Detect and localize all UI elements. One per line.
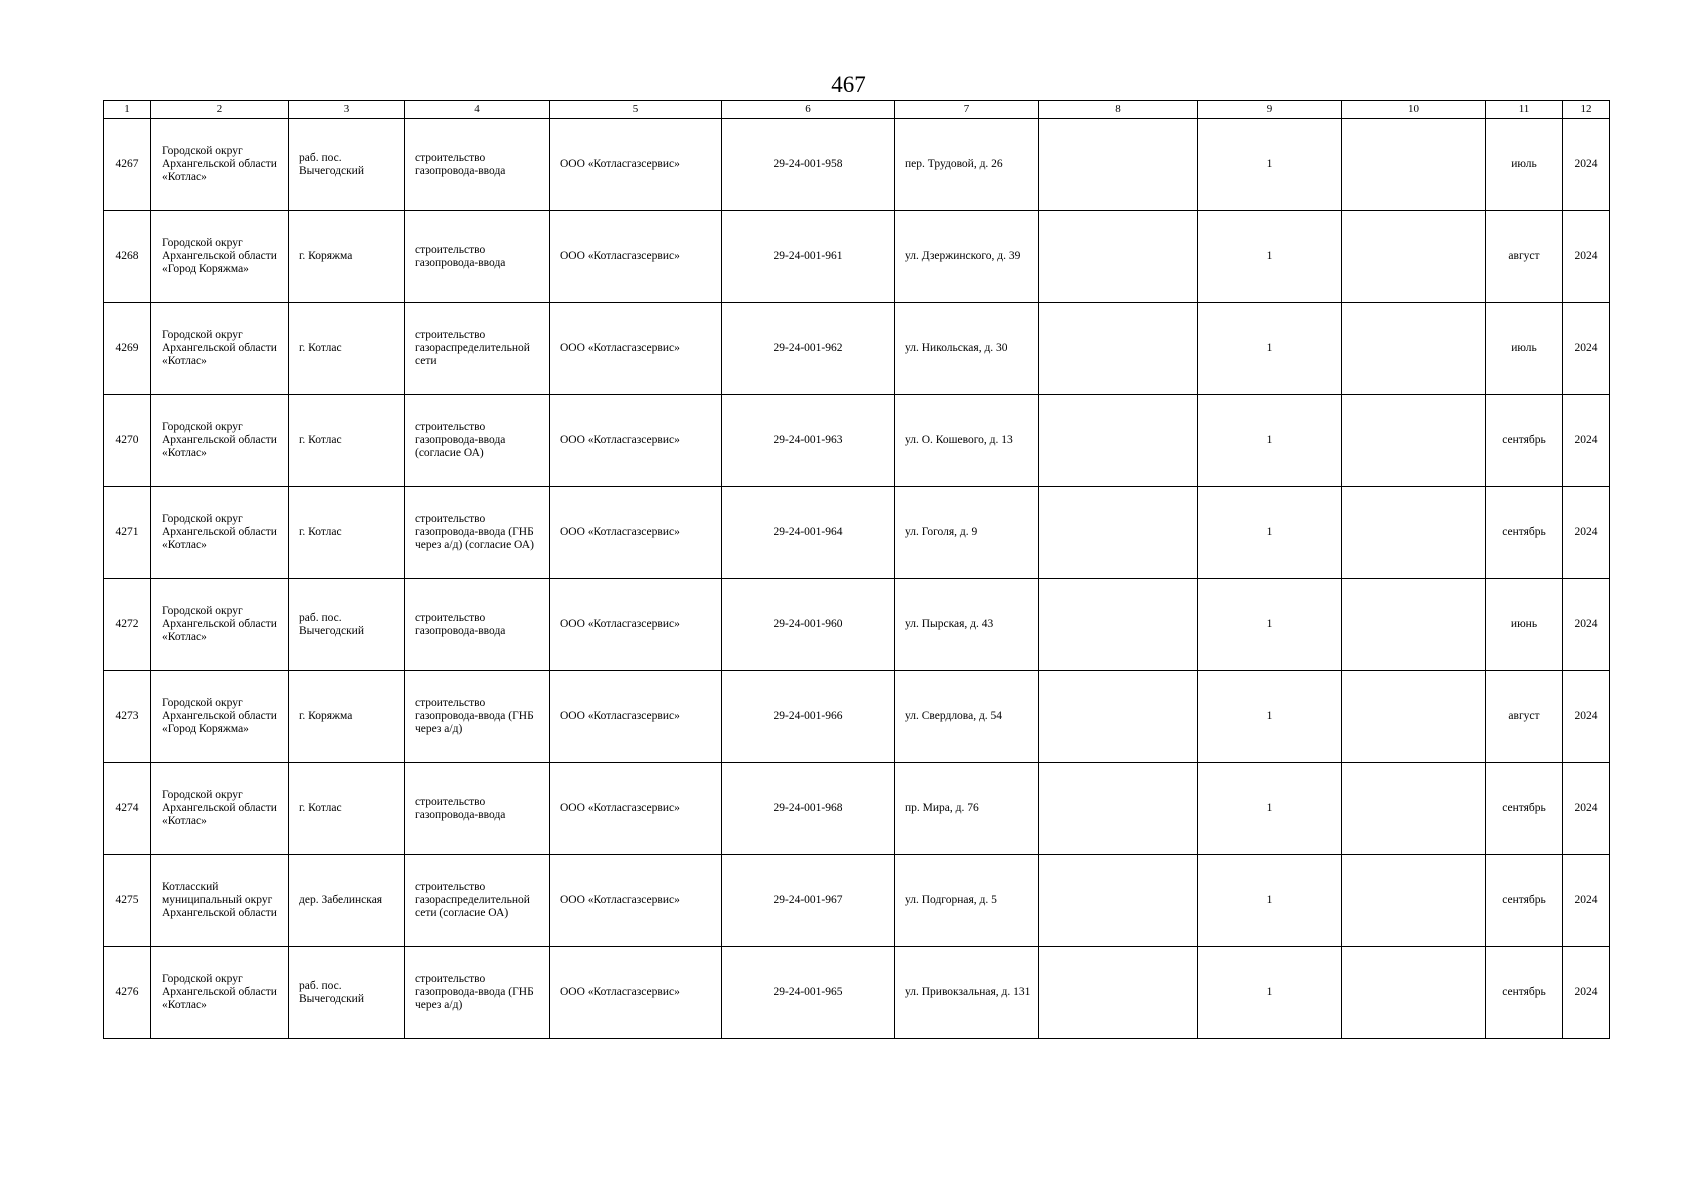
cell-settlement: дер. Забелинская [289, 855, 405, 947]
column-header: 11 [1486, 101, 1563, 119]
cell-district: Городской округ Архангельской области «Котлас» [151, 303, 289, 395]
table-row [104, 763, 1610, 855]
cell-month: август [1486, 211, 1563, 303]
cell-year: 2024 [1563, 579, 1610, 671]
cell-object-code: 29-24-001-966 [722, 671, 895, 763]
cell-col10 [1342, 303, 1486, 395]
cell-year: 2024 [1563, 763, 1610, 855]
cell-work-type: строительство газопровода-ввода [405, 119, 550, 211]
cell-object-code: 29-24-001-964 [722, 487, 895, 579]
cell-quantity: 1 [1198, 303, 1342, 395]
cell-col8 [1039, 303, 1198, 395]
cell-quantity: 1 [1198, 763, 1342, 855]
column-header: 9 [1198, 101, 1342, 119]
cell-month: сентябрь [1486, 487, 1563, 579]
cell-year: 2024 [1563, 947, 1610, 1039]
cell-month: июль [1486, 119, 1563, 211]
cell-settlement: г. Котлас [289, 303, 405, 395]
cell-month: июнь [1486, 579, 1563, 671]
cell-col10 [1342, 119, 1486, 211]
column-header: 12 [1563, 101, 1610, 119]
cell-month: сентябрь [1486, 947, 1563, 1039]
column-header: 3 [289, 101, 405, 119]
cell-object-code: 29-24-001-967 [722, 855, 895, 947]
cell-work-type: строительство газопровода-ввода (ГНБ через а/д) [405, 671, 550, 763]
column-number-row [104, 101, 1610, 119]
cell-organization: ООО «Котласгазсервис» [550, 487, 722, 579]
column-header: 4 [405, 101, 550, 119]
cell-col8 [1039, 855, 1198, 947]
cell-settlement: г. Коряжма [289, 211, 405, 303]
cell-settlement: г. Котлас [289, 395, 405, 487]
cell-district: Городской округ Архангельской области «Котлас» [151, 579, 289, 671]
table-row [104, 119, 1610, 211]
cell-organization: ООО «Котласгазсервис» [550, 947, 722, 1039]
cell-row-number: 4268 [104, 211, 151, 303]
column-header: 2 [151, 101, 289, 119]
cell-object-code: 29-24-001-958 [722, 119, 895, 211]
cell-district: Городской округ Архангельской области «Город Коряжма» [151, 211, 289, 303]
cell-row-number: 4269 [104, 303, 151, 395]
cell-object-code: 29-24-001-960 [722, 579, 895, 671]
table-row [104, 487, 1610, 579]
column-header: 1 [104, 101, 151, 119]
table-row [104, 947, 1610, 1039]
cell-col10 [1342, 579, 1486, 671]
table-row [104, 211, 1610, 303]
page-number: 467 [831, 72, 866, 97]
cell-col10 [1342, 763, 1486, 855]
cell-col8 [1039, 671, 1198, 763]
cell-settlement: раб. пос. Вычегодский [289, 119, 405, 211]
cell-organization: ООО «Котласгазсервис» [550, 211, 722, 303]
cell-col8 [1039, 487, 1198, 579]
cell-month: сентябрь [1486, 395, 1563, 487]
cell-address: ул. Подгорная, д. 5 [895, 855, 1039, 947]
cell-organization: ООО «Котласгазсервис» [550, 119, 722, 211]
cell-year: 2024 [1563, 303, 1610, 395]
cell-month: июль [1486, 303, 1563, 395]
cell-col8 [1039, 763, 1198, 855]
cell-work-type: строительство газопровода-ввода [405, 763, 550, 855]
cell-month: август [1486, 671, 1563, 763]
column-header: 8 [1039, 101, 1198, 119]
cell-quantity: 1 [1198, 947, 1342, 1039]
cell-address: ул. Дзержинского, д. 39 [895, 211, 1039, 303]
cell-month: сентябрь [1486, 855, 1563, 947]
cell-address: пер. Трудовой, д. 26 [895, 119, 1039, 211]
cell-district: Городской округ Архангельской области «Котлас» [151, 395, 289, 487]
cell-settlement: раб. пос. Вычегодский [289, 947, 405, 1039]
table-row [104, 395, 1610, 487]
cell-quantity: 1 [1198, 579, 1342, 671]
cell-address: ул. Никольская, д. 30 [895, 303, 1039, 395]
cell-quantity: 1 [1198, 395, 1342, 487]
cell-col8 [1039, 947, 1198, 1039]
cell-work-type: строительство газопровода-ввода [405, 211, 550, 303]
cell-object-code: 29-24-001-962 [722, 303, 895, 395]
cell-address: пр. Мира, д. 76 [895, 763, 1039, 855]
column-header: 10 [1342, 101, 1486, 119]
cell-col8 [1039, 211, 1198, 303]
cell-organization: ООО «Котласгазсервис» [550, 579, 722, 671]
cell-year: 2024 [1563, 119, 1610, 211]
cell-district: Городской округ Архангельской области «Котлас» [151, 487, 289, 579]
cell-settlement: раб. пос. Вычегодский [289, 579, 405, 671]
column-header: 5 [550, 101, 722, 119]
cell-quantity: 1 [1198, 211, 1342, 303]
cell-row-number: 4273 [104, 671, 151, 763]
table-body [104, 101, 1610, 1039]
cell-organization: ООО «Котласгазсервис» [550, 395, 722, 487]
cell-year: 2024 [1563, 211, 1610, 303]
cell-work-type: строительство газопровода-ввода [405, 579, 550, 671]
cell-work-type: строительство газопровода-ввода (ГНБ через а/д) [405, 947, 550, 1039]
cell-address: ул. Пырская, д. 43 [895, 579, 1039, 671]
column-header: 6 [722, 101, 895, 119]
cell-settlement: г. Коряжма [289, 671, 405, 763]
cell-col10 [1342, 671, 1486, 763]
register-table [103, 100, 1610, 1039]
table-row [104, 303, 1610, 395]
cell-col10 [1342, 395, 1486, 487]
cell-organization: ООО «Котласгазсервис» [550, 303, 722, 395]
cell-work-type: строительство газораспределительной сети [405, 303, 550, 395]
cell-year: 2024 [1563, 671, 1610, 763]
cell-district: Котласский муниципальный округ Архангельской области [151, 855, 289, 947]
cell-district: Городской округ Архангельской области «Город Коряжма» [151, 671, 289, 763]
column-header: 7 [895, 101, 1039, 119]
cell-year: 2024 [1563, 395, 1610, 487]
cell-address: ул. О. Кошевого, д. 13 [895, 395, 1039, 487]
cell-col8 [1039, 119, 1198, 211]
cell-quantity: 1 [1198, 119, 1342, 211]
cell-district: Городской округ Архангельской области «Котлас» [151, 947, 289, 1039]
cell-row-number: 4267 [104, 119, 151, 211]
cell-work-type: строительство газопровода-ввода (согласие ОА) [405, 395, 550, 487]
cell-row-number: 4270 [104, 395, 151, 487]
cell-col8 [1039, 395, 1198, 487]
cell-work-type: строительство газораспределительной сети (согласие ОА) [405, 855, 550, 947]
table-row [104, 855, 1610, 947]
cell-col10 [1342, 211, 1486, 303]
cell-object-code: 29-24-001-963 [722, 395, 895, 487]
cell-quantity: 1 [1198, 671, 1342, 763]
cell-object-code: 29-24-001-965 [722, 947, 895, 1039]
cell-district: Городской округ Архангельской области «Котлас» [151, 119, 289, 211]
cell-organization: ООО «Котласгазсервис» [550, 855, 722, 947]
cell-row-number: 4276 [104, 947, 151, 1039]
cell-row-number: 4274 [104, 763, 151, 855]
cell-address: ул. Привокзальная, д. 131 [895, 947, 1039, 1039]
cell-row-number: 4271 [104, 487, 151, 579]
cell-col10 [1342, 947, 1486, 1039]
cell-work-type: строительство газопровода-ввода (ГНБ через а/д) (согласие ОА) [405, 487, 550, 579]
cell-address: ул. Свердлова, д. 54 [895, 671, 1039, 763]
cell-object-code: 29-24-001-961 [722, 211, 895, 303]
cell-quantity: 1 [1198, 487, 1342, 579]
cell-col8 [1039, 579, 1198, 671]
table-row [104, 671, 1610, 763]
cell-month: сентябрь [1486, 763, 1563, 855]
cell-organization: ООО «Котласгазсервис» [550, 671, 722, 763]
cell-settlement: г. Котлас [289, 487, 405, 579]
cell-row-number: 4275 [104, 855, 151, 947]
cell-year: 2024 [1563, 487, 1610, 579]
cell-quantity: 1 [1198, 855, 1342, 947]
table-row [104, 579, 1610, 671]
cell-col10 [1342, 487, 1486, 579]
cell-object-code: 29-24-001-968 [722, 763, 895, 855]
cell-settlement: г. Котлас [289, 763, 405, 855]
cell-address: ул. Гоголя, д. 9 [895, 487, 1039, 579]
cell-col10 [1342, 855, 1486, 947]
cell-district: Городской округ Архангельской области «Котлас» [151, 763, 289, 855]
cell-year: 2024 [1563, 855, 1610, 947]
cell-row-number: 4272 [104, 579, 151, 671]
cell-organization: ООО «Котласгазсервис» [550, 763, 722, 855]
